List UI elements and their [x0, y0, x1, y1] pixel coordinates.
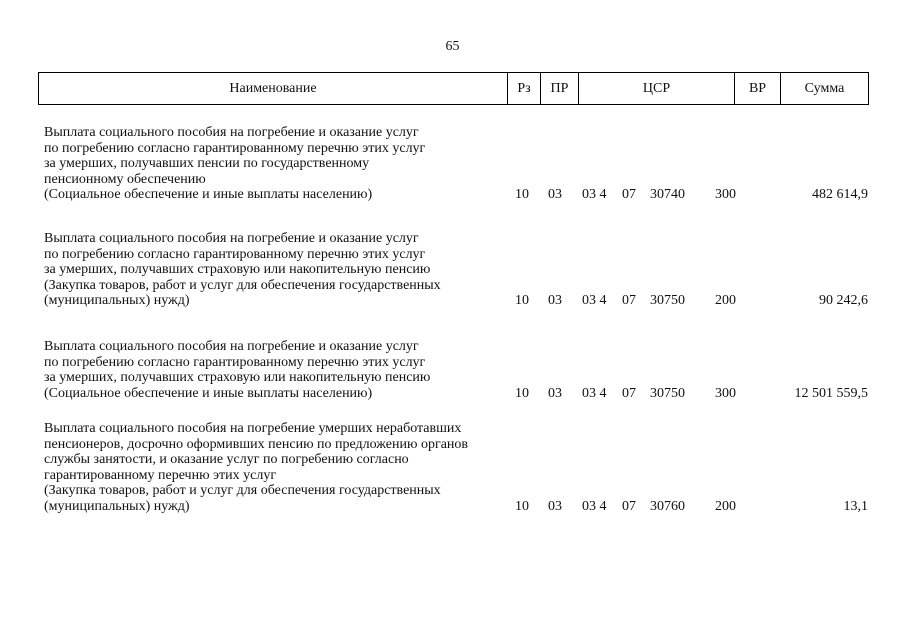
header-rz: Рз: [507, 73, 540, 104]
description-line: Выплата социального пособия на погребение и оказание услуг: [44, 125, 419, 140]
description-line: (Социальное обеспечение и иные выплаты населению): [44, 385, 373, 401]
cell-csr3: 30760: [650, 499, 685, 514]
description-line: Выплата социального пособия на погребение умерших неработавших: [44, 421, 462, 436]
description-line: пенсионному обеспечению: [44, 171, 206, 187]
cell-csr2: 07: [622, 385, 636, 401]
cell-csr2: 07: [622, 187, 636, 203]
row-description: [44, 231, 514, 309]
cell-vr: 200: [715, 499, 736, 514]
cell-pr: 03: [548, 187, 562, 203]
cell-csr1: 03 4: [582, 187, 607, 203]
description-line: (Закупка товаров, работ и услуг для обеспечения государственных: [44, 277, 441, 293]
cell-sum: 13,1: [843, 499, 868, 514]
cell-csr2: 07: [622, 293, 636, 309]
description-line: за умерших, получавших страховую или накопительную пенсию: [44, 370, 431, 386]
cell-rz: 10: [515, 385, 529, 401]
cell-sum: 482 614,9: [812, 187, 868, 203]
header-sum: Сумма: [780, 73, 868, 104]
row-description: [44, 125, 514, 203]
cell-csr3: 30740: [650, 187, 685, 203]
cell-csr3: 30750: [650, 385, 685, 401]
description-line: (муниципальных) нужд): [44, 498, 190, 514]
header-name: Наименование: [229, 81, 317, 96]
cell-sum: 12 501 559,5: [794, 385, 868, 401]
description-line: службы занятости, и оказание услуг по погребению согласно: [44, 452, 409, 468]
description-line: по погребению согласно гарантированному перечню этих услуг: [44, 354, 426, 370]
cell-pr: 03: [548, 385, 562, 401]
description-line: по погребению согласно гарантированному перечню этих услуг: [44, 140, 426, 156]
row-description: [44, 421, 514, 515]
description-line: Выплата социального пособия на погребение и оказание услуг: [44, 231, 419, 246]
description-line: (Социальное обеспечение и иные выплаты населению): [44, 187, 373, 203]
row-description: [44, 339, 514, 401]
cell-vr: 200: [715, 293, 736, 309]
cell-vr: 300: [715, 385, 736, 401]
header-csr: ЦСР: [578, 73, 734, 104]
cell-csr3: 30750: [650, 293, 685, 309]
cell-rz: 10: [515, 499, 529, 514]
header-vr: ВР: [734, 73, 780, 104]
cell-csr1: 03 4: [582, 499, 607, 514]
cell-csr1: 03 4: [582, 385, 607, 401]
cell-rz: 10: [515, 293, 529, 309]
table-header: [38, 72, 869, 105]
cell-pr: 03: [548, 293, 562, 309]
cell-pr: 03: [548, 499, 562, 514]
cell-sum: 90 242,6: [819, 293, 868, 309]
header-pr: ПР: [540, 73, 578, 104]
cell-csr1: 03 4: [582, 293, 607, 309]
description-line: (муниципальных) нужд): [44, 293, 190, 309]
description-line: гарантированному перечню этих услуг: [44, 467, 277, 483]
cell-csr2: 07: [622, 499, 636, 514]
description-line: за умерших, получавших страховую или накопительную пенсию: [44, 262, 431, 278]
description-line: по погребению согласно гарантированному перечню этих услуг: [44, 246, 426, 262]
description-line: (Закупка товаров, работ и услуг для обеспечения государственных: [44, 483, 441, 499]
page-number: 65: [445, 39, 460, 54]
description-line: за умерших, получавших пенсии по государственному: [44, 156, 370, 172]
description-line: Выплата социального пособия на погребение и оказание услуг: [44, 339, 419, 354]
cell-rz: 10: [515, 187, 529, 203]
description-line: пенсионеров, досрочно оформивших пенсию по предложению органов: [44, 436, 469, 452]
cell-vr: 300: [715, 187, 736, 203]
